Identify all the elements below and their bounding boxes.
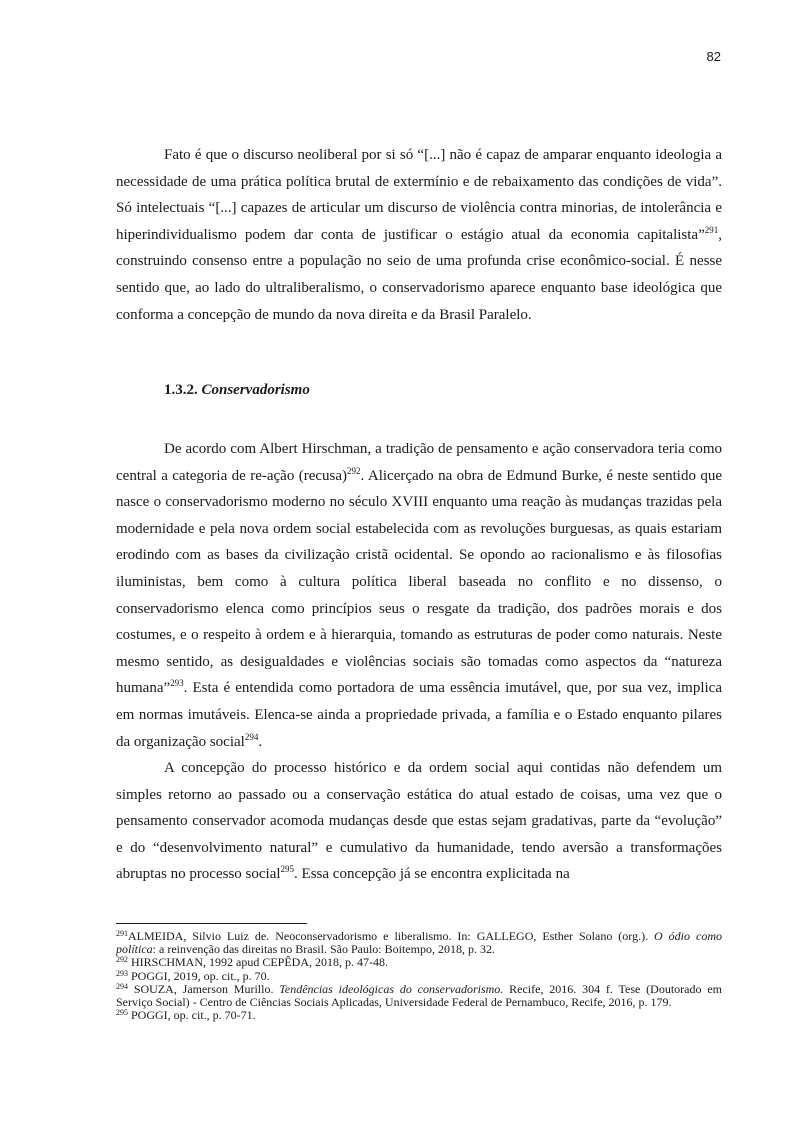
footnote-291 — [116, 930, 722, 956]
footnote-ref: 293 — [170, 678, 184, 689]
paragraph-neoliberal-discourse — [116, 142, 722, 328]
section-number: 1.3.2. — [164, 382, 198, 398]
page-number: 82 — [706, 49, 721, 64]
paragraph-text: . Essa concepção já se encontra explicitada na — [294, 866, 570, 883]
footnote-ref: 292 — [347, 465, 361, 476]
footnote-ref: 294 — [244, 731, 259, 742]
footnote-text: Recife, 2016. 304 f. Tese (Doutorado em Serviço Social) - Centro de Ciências Sociais Aplicadas, Universidade Federal de Pernambuco, Recife, 2016, p. 179. — [116, 981, 722, 1010]
paragraph-historical-process — [116, 755, 722, 888]
footnote-number: 295 — [116, 1008, 128, 1018]
section-title: Conservadorismo — [201, 382, 310, 398]
footnote-number: 292 — [116, 955, 128, 965]
footnote-text: POGGI, op. cit., p. 70-71. — [128, 1008, 256, 1023]
paragraph-text: De acordo com Albert Hirschman, a tradição de pensamento e ação conservadora teria como central a categoria de re-ação (recusa) — [116, 441, 722, 484]
footnote-295 — [116, 1009, 722, 1022]
footnote-text: : a reinvenção das direitas no Brasil. São Paulo: Boitempo, 2018, p. 32. — [152, 942, 495, 957]
footnote-ref: 295 — [280, 864, 295, 875]
footnote-italic: Tendências ideológicas do conservadorismo. — [279, 981, 504, 996]
paragraph-hirschman — [116, 436, 722, 755]
footnote-text: HIRSCHMAN, 1992 apud CEPÊDA, 2018, p. 47-48. — [128, 955, 389, 970]
paragraph-text: Fato é que o discurso neoliberal por si só “[...] não é capaz de amparar enquanto ideologia a necessidade de uma prática política brutal de extermínio e de rebaixamento das condições de vida”. Só intelectuais “[...] capazes de articular um discurso de violência contra minorias, de intolerância e hiperindividualismo podem dar conta de justificar o estágio atual da economia capitalista” — [116, 147, 722, 243]
footnote-ref: 291 — [704, 224, 719, 235]
footnote-number: 293 — [116, 968, 128, 978]
paragraph-text: . Esta é entendida como portadora de uma essência imutável, que, por sua vez, implica em normas imutáveis. Elenca-se ainda a propriedade privada, a família e o Estado enquanto pilares da organização social — [116, 680, 722, 750]
footnote-text: POGGI, 2019, op. cit., p. 70. — [128, 968, 270, 983]
paragraph-text: , construindo consenso entre a população no seio de uma profunda crise econômico-social. É nesse sentido que, ao lado do ultraliberalismo, o conservadorismo aparece enquanto base ideológica que conforma a concepção de mundo da nova direita e da Brasil Paralelo. — [116, 226, 722, 323]
footnote-number: 294 — [116, 981, 128, 991]
footnote-separator — [116, 923, 307, 924]
footnote-text: SOUZA, Jamerson Murillo. — [128, 981, 280, 996]
footnote-text: ALMEIDA, Silvio Luiz de. Neoconservadorismo e liberalismo. In: GALLEGO, Esther Solano (org.). — [128, 929, 655, 943]
paragraph-text: . Alicerçado na obra de Edmund Burke, é neste sentido que nasce o conservadorismo moderno no século XVIII enquanto uma reação às mudanças trazidas pela modernidade e pela nova ordem social estabelecida com as revoluções burguesas, as quais estariam erodindo com as bases da civilização cristã ocidental. Se opondo ao racionalismo e às filosofias iluministas, bem como à cultura política liberal baseada no conflito e no dissenso, o conservadorismo elenca como princípios seus o resgate da tradição, dos padrões morais e dos costumes, e o respeito à ordem e à hierarquia, tomando as estruturas de poder como naturais. Neste mesmo sentido, as desigualdades e violências sociais são tomadas como aspectos da “natureza humana” — [116, 467, 723, 697]
section-heading — [164, 382, 310, 399]
footnote-number: 291 — [116, 929, 128, 938]
paragraph-text: . — [258, 733, 263, 750]
footnote-italic: O ódio como política — [116, 929, 722, 957]
footnote-294 — [116, 983, 722, 1009]
footnotes — [116, 930, 722, 1022]
paragraph-text: A concepção do processo histórico e da ordem social aqui contidas não defendem um simples retorno ao passado ou a conservação estática do atual estado de coisas, uma vez que o pensamento conservador acomoda mudanças desde que estas sejam gradativas, parte da “evolução” e do “desenvolvimento natural” e cumulativo da humanidade, tendo aversão a transformações abruptas no processo social — [116, 760, 722, 883]
